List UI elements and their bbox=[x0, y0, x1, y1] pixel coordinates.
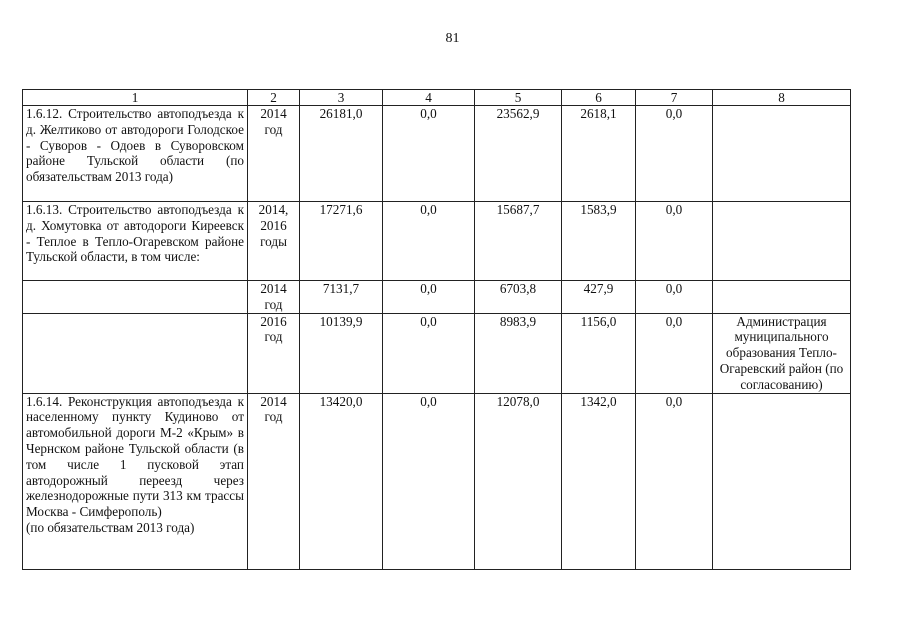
row-federal: 0,0 bbox=[383, 202, 475, 281]
row-executor bbox=[713, 393, 851, 569]
row-regional: 15687,7 bbox=[475, 202, 562, 281]
row-total: 7131,7 bbox=[300, 281, 383, 314]
row-executor bbox=[713, 106, 851, 202]
row-year: 2014 год bbox=[248, 393, 300, 569]
row-other: 0,0 bbox=[636, 313, 713, 393]
row-local: 1342,0 bbox=[562, 393, 636, 569]
row-regional: 23562,9 bbox=[475, 106, 562, 202]
row-federal: 0,0 bbox=[383, 106, 475, 202]
column-header-5: 5 bbox=[475, 90, 562, 106]
row-year: 2014 год bbox=[248, 106, 300, 202]
row-executor: Администрация муниципального образования Тепло-Огаревский район (по согласованию) bbox=[713, 313, 851, 393]
row-local: 427,9 bbox=[562, 281, 636, 314]
table-row bbox=[23, 106, 851, 202]
column-header-8: 8 bbox=[713, 90, 851, 106]
row-executor bbox=[713, 281, 851, 314]
row-total: 10139,9 bbox=[300, 313, 383, 393]
row-regional: 12078,0 bbox=[475, 393, 562, 569]
row-federal: 0,0 bbox=[383, 281, 475, 314]
row-total: 26181,0 bbox=[300, 106, 383, 202]
column-header-4: 4 bbox=[383, 90, 475, 106]
row-description: 1.6.13. Строительство автоподъезда к д. Хомутовка от автодороги Киреевск - Теплое в Тепло-Огаревском районе Тульской области, в том числе: bbox=[23, 202, 248, 281]
row-description: 1.6.12. Строительство автоподъезда к д. Желтиково от автодороги Голодское - Суворов - Одоев в Суворовском районе Тульской области (по обязательствам 2013 года) bbox=[23, 106, 248, 202]
row-other: 0,0 bbox=[636, 202, 713, 281]
row-regional: 6703,8 bbox=[475, 281, 562, 314]
row-total: 13420,0 bbox=[300, 393, 383, 569]
row-federal: 0,0 bbox=[383, 393, 475, 569]
row-executor bbox=[713, 202, 851, 281]
row-total: 17271,6 bbox=[300, 202, 383, 281]
table-row bbox=[23, 313, 851, 393]
row-local: 1156,0 bbox=[562, 313, 636, 393]
table-row bbox=[23, 202, 851, 281]
column-header-1: 1 bbox=[23, 90, 248, 106]
row-other: 0,0 bbox=[636, 281, 713, 314]
row-year: 2014 год bbox=[248, 281, 300, 314]
column-header-2: 2 bbox=[248, 90, 300, 106]
row-description bbox=[23, 281, 248, 314]
row-year: 2014, 2016 годы bbox=[248, 202, 300, 281]
program-table bbox=[22, 89, 851, 570]
row-description bbox=[23, 313, 248, 393]
row-federal: 0,0 bbox=[383, 313, 475, 393]
page-number: 81 bbox=[445, 31, 460, 46]
column-header-7: 7 bbox=[636, 90, 713, 106]
table-row bbox=[23, 281, 851, 314]
row-local: 2618,1 bbox=[562, 106, 636, 202]
table-row bbox=[23, 393, 851, 569]
row-regional: 8983,9 bbox=[475, 313, 562, 393]
column-header-3: 3 bbox=[300, 90, 383, 106]
row-description-tail: (по обязательствам 2013 года) bbox=[26, 519, 195, 535]
header-row bbox=[23, 90, 851, 106]
row-description-cell bbox=[23, 393, 248, 569]
row-description: 1.6.14. Реконструкция автоподъезда к населенному пункту Кудиново от автомобильной дороги М-2 «Крым» в Чернском районе Тульской области (в том числе 1 пусковой этап автодорожный переезд через железнодорожные пути 313 км трассы Москва - Симферополь) bbox=[26, 393, 244, 520]
column-header-6: 6 bbox=[562, 90, 636, 106]
row-local: 1583,9 bbox=[562, 202, 636, 281]
row-year: 2016 год bbox=[248, 313, 300, 393]
row-other: 0,0 bbox=[636, 106, 713, 202]
row-other: 0,0 bbox=[636, 393, 713, 569]
